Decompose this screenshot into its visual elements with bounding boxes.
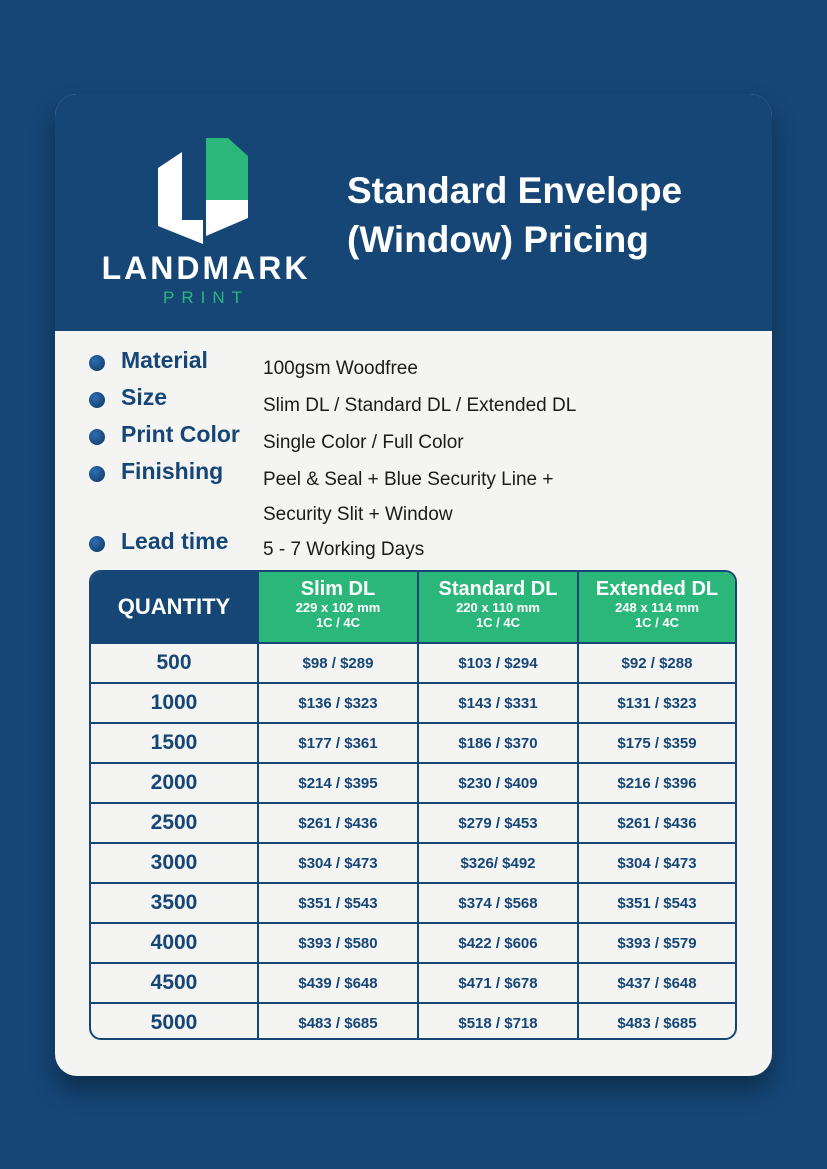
column-header-standard-dl <box>419 572 577 642</box>
price-cell: $304 / $473 <box>298 854 378 872</box>
spec-value <box>263 351 418 386</box>
spec-value-line: Peel & Seal + Blue Security Line + <box>263 469 554 490</box>
spec-value <box>263 425 464 460</box>
table-row <box>91 962 735 1002</box>
table-row <box>91 682 735 722</box>
quantity-cell: 2000 <box>150 771 198 794</box>
quantity-cell: 3500 <box>150 891 198 914</box>
price-cell: $439 / $648 <box>298 974 378 992</box>
spec-value-line: Security Slit + Window <box>263 504 453 525</box>
spec-label: Print Color <box>121 421 240 447</box>
column-dims: 229 x 102 mm <box>295 600 381 615</box>
quantity-cell: 3000 <box>150 851 198 874</box>
bullet-icon <box>89 429 105 445</box>
spec-material <box>89 346 749 383</box>
bullet-icon <box>89 536 105 552</box>
column-name: Slim DL <box>300 578 376 600</box>
spec-list <box>89 346 749 564</box>
spec-label: Material <box>121 347 208 373</box>
bullet-icon <box>89 392 105 408</box>
bullet-icon <box>89 466 105 482</box>
quantity-cell: 5000 <box>150 1011 198 1034</box>
price-cell: $214 / $395 <box>298 774 378 792</box>
price-cell: $326/ $492 <box>460 854 536 872</box>
price-cell: $186 / $370 <box>458 734 538 752</box>
table-row <box>91 802 735 842</box>
column-name: Standard DL <box>438 578 558 600</box>
title-line-1: Standard Envelope <box>347 170 683 211</box>
price-cell: $92 / $288 <box>621 654 693 672</box>
price-cell: $351 / $543 <box>617 894 697 912</box>
table-header <box>91 572 735 642</box>
price-cell: $261 / $436 <box>617 814 697 832</box>
column-name: Extended DL <box>595 578 719 600</box>
price-table <box>89 570 737 1040</box>
table-row <box>91 922 735 962</box>
quantity-cell: 4000 <box>150 931 198 954</box>
price-cell: $103 / $294 <box>458 654 538 672</box>
price-cell: $422 / $606 <box>458 934 538 952</box>
title-line-2: (Window) Pricing <box>347 219 649 260</box>
spec-print-color <box>89 420 749 457</box>
price-cell: $230 / $409 <box>458 774 538 792</box>
card-header <box>55 94 772 331</box>
table-row <box>91 1002 735 1040</box>
price-cell: $471 / $678 <box>458 974 538 992</box>
price-cell: $351 / $543 <box>298 894 378 912</box>
column-divider <box>257 642 259 1040</box>
column-colors: 1C / 4C <box>315 615 361 630</box>
column-colors: 1C / 4C <box>475 615 521 630</box>
column-divider <box>417 642 419 1040</box>
column-divider <box>577 642 579 1040</box>
table-row <box>91 762 735 802</box>
price-cell: $279 / $453 <box>458 814 538 832</box>
price-cell: $175 / $359 <box>617 734 697 752</box>
spec-value-line: Single Color / Full Color <box>263 432 464 453</box>
spec-value <box>263 388 576 423</box>
price-cell: $216 / $396 <box>617 774 697 792</box>
page-title <box>347 166 682 264</box>
column-colors: 1C / 4C <box>634 615 680 630</box>
price-cell: $518 / $718 <box>458 1014 538 1032</box>
column-header-extended-dl <box>579 572 735 642</box>
landmark-logo-icon <box>158 138 248 244</box>
brand-tagline: PRINT <box>163 288 249 307</box>
table-row <box>91 882 735 922</box>
price-cell: $437 / $648 <box>617 974 697 992</box>
price-cell: $136 / $323 <box>298 694 378 712</box>
bullet-icon <box>89 355 105 371</box>
spec-finishing <box>89 457 749 527</box>
price-cell: $143 / $331 <box>458 694 538 712</box>
price-cell: $393 / $580 <box>298 934 378 952</box>
spec-value-line: Slim DL / Standard DL / Extended DL <box>263 395 577 416</box>
quantity-cell: 1000 <box>150 691 198 714</box>
spec-label: Lead time <box>121 528 229 554</box>
spec-label: Finishing <box>121 458 224 484</box>
quantity-cell: 4500 <box>150 971 198 994</box>
pricing-card <box>55 94 772 1076</box>
price-cell: $98 / $289 <box>302 654 374 672</box>
spec-value-line: 100gsm Woodfree <box>263 358 418 379</box>
spec-label: Size <box>121 384 168 410</box>
table-row <box>91 842 735 882</box>
price-cell: $393 / $579 <box>617 934 697 952</box>
price-cell: $261 / $436 <box>298 814 378 832</box>
price-cell: $177 / $361 <box>298 734 378 752</box>
spec-value-line: 5 - 7 Working Days <box>263 539 425 560</box>
price-cell: $483 / $685 <box>617 1014 697 1032</box>
table-row <box>91 642 735 682</box>
column-header-slim-dl <box>259 572 417 642</box>
quantity-cell: 2500 <box>150 811 198 834</box>
spec-lead-time <box>89 527 749 564</box>
spec-value <box>263 532 424 567</box>
spec-size <box>89 383 749 420</box>
column-dims: 248 x 114 mm <box>615 600 699 615</box>
price-cell: $304 / $473 <box>617 854 697 872</box>
price-cell: $483 / $685 <box>298 1014 378 1032</box>
quantity-cell: 500 <box>156 651 192 674</box>
column-dims: 220 x 110 mm <box>456 600 540 615</box>
spec-value <box>263 462 553 532</box>
table-row <box>91 722 735 762</box>
quantity-header: QUANTITY <box>91 572 257 642</box>
quantity-cell: 1500 <box>150 731 198 754</box>
price-cell: $374 / $568 <box>458 894 538 912</box>
price-cell: $131 / $323 <box>617 694 697 712</box>
brand-name: LANDMARK <box>101 250 311 286</box>
